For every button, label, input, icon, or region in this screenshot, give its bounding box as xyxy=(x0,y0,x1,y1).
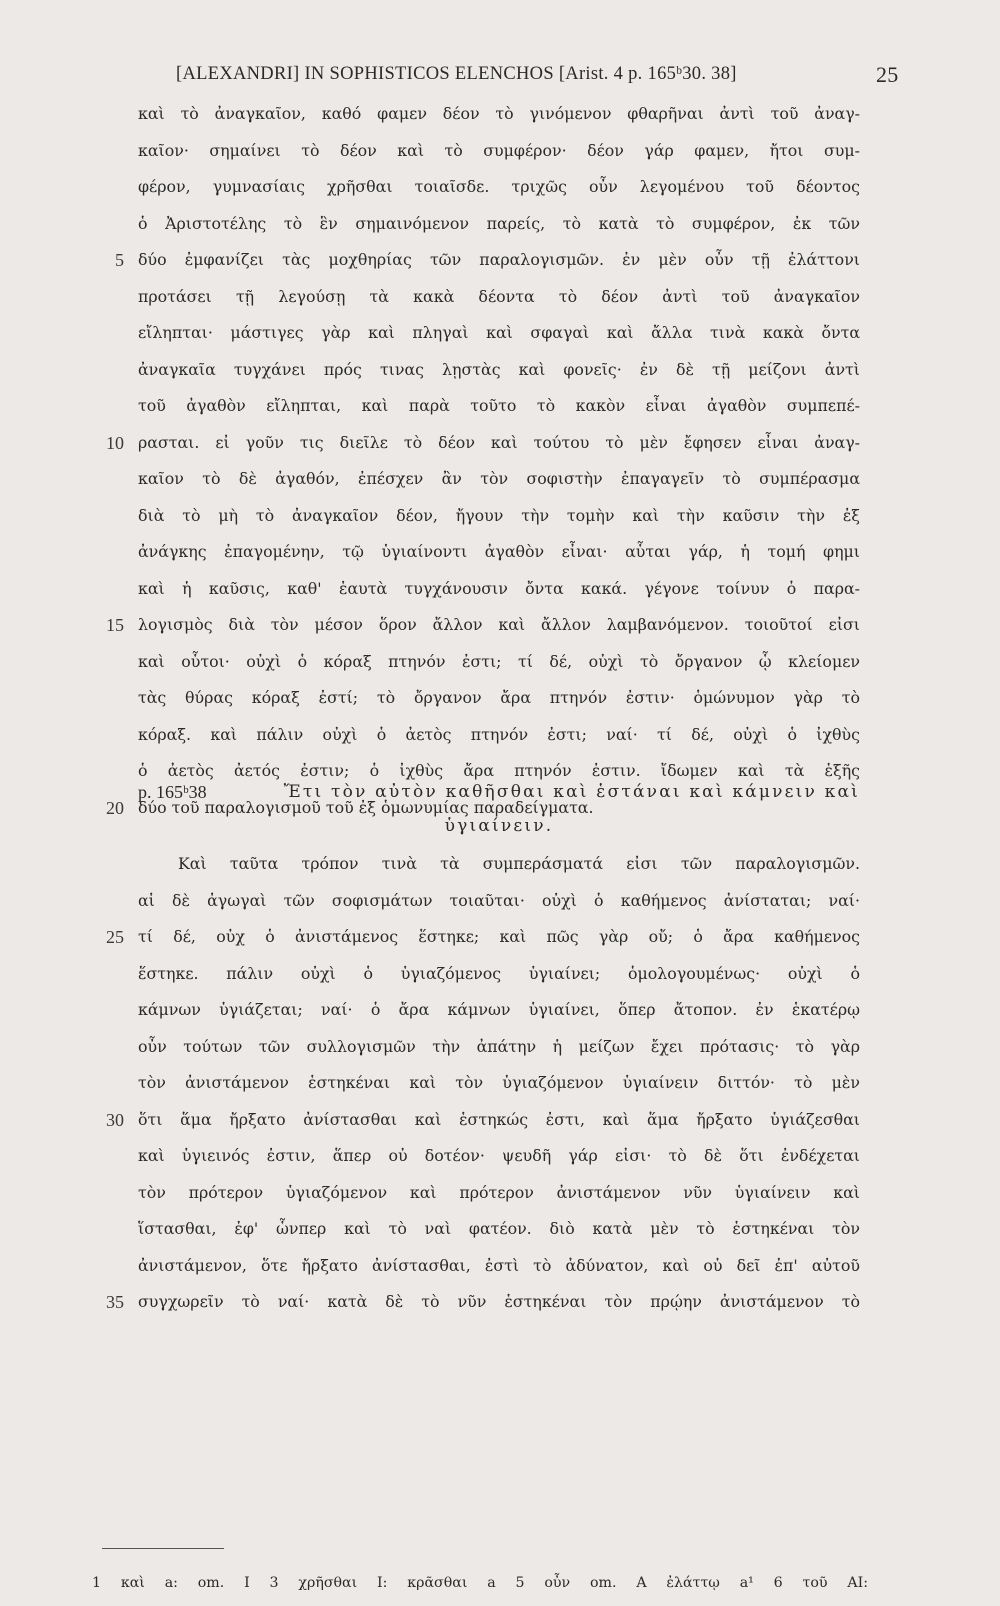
line-text: Καὶ ταῦτα τρόπον τινὰ τὰ συμπεράσματά εἰσι τῶν παραλογισμῶν. xyxy=(178,854,860,873)
text-line xyxy=(0,498,1000,535)
text-line xyxy=(0,1321,1000,1358)
line-text: ἀνιστάμενον, ὅτε ἤρξατο ἀνίστασθαι, ἐστὶ τὸ ἀδύνατον, καὶ οὐ δεῖ ἐπ' αὐτοῦ xyxy=(138,1255,860,1275)
text-line xyxy=(0,1065,1000,1102)
line-text: κόραξ. καὶ πάλιν οὐχὶ ὁ ἀετὸς πτηνόν ἐστι; ναί· τί δέ, οὐχὶ ὁ ἰχθὺς xyxy=(138,724,860,744)
line-text: τὸν πρότερον ὑγιαζόμενον καὶ πρότερον ἀνιστάμενον νῦν ὑγιαίνειν καὶ xyxy=(138,1182,860,1202)
text-line xyxy=(0,169,1000,206)
text-line xyxy=(0,96,1000,133)
line-text: ἵστασθαι, ἐφ' ὧνπερ καὶ τὸ ναὶ φατέον. διὸ κατὰ μὲν τὸ ἑστηκέναι τὸν xyxy=(138,1219,860,1238)
running-header xyxy=(0,62,1000,92)
text-line xyxy=(0,1102,1000,1139)
text-line xyxy=(0,1211,1000,1248)
line-text: καὶ τὸ ἀναγκαῖον, καθό φαμεν δέον τὸ γινόμενον φθαρῆναι ἀντὶ τοῦ ἀναγ- xyxy=(138,104,860,123)
text-line xyxy=(0,1248,1000,1285)
line-text: εἴληπται· μάστιγες γὰρ καὶ πληγαὶ καὶ σφαγαὶ καὶ ἄλλα τινὰ κακὰ ὄντα xyxy=(138,323,860,342)
line-text: ρασται. εἰ γοῦν τις διεῖλε τὸ δέον καὶ τούτου τὸ μὲν ἔφησεν εἶναι ἀναγ- xyxy=(138,432,860,452)
line-text: ὁ ἀετὸς ἀετός ἐστιν; ὁ ἰχθὺς ἄρα πτηνόν ἐστιν. ἴδωμεν καὶ τὰ ἑξῆς xyxy=(138,761,860,780)
line-number: 5 xyxy=(115,250,124,270)
text-line xyxy=(0,571,1000,608)
line-text: δύο τοῦ παραλογισμοῦ τοῦ ἐξ ὁμωνυμίας παραδείγματα. xyxy=(138,797,594,817)
text-line xyxy=(0,919,1000,956)
line-text: καὶ ἡ καῦσις, καθ' ἑαυτὰ τυγχάνουσιν ὄντα κακά. γέγονε τοίνυν ὁ παρα- xyxy=(138,578,860,598)
text-line xyxy=(0,388,1000,425)
line-text: φέρον, γυμνασίαις χρῆσθαι τοιαῖσδε. τριχῶς οὖν λεγομένου τοῦ δέοντος xyxy=(138,177,860,196)
line-text: λογισμὸς διὰ τὸν μέσον ὅρον ἄλλον καὶ ἄλλον λαμβανόμενον. τοιοῦτοί εἰσι xyxy=(138,615,860,634)
text-line xyxy=(0,883,1000,920)
line-number: 30 xyxy=(106,1109,124,1130)
text-line xyxy=(0,352,1000,389)
text-line xyxy=(0,133,1000,170)
lemma-line-1: Ἔτι τὸν αὐτὸν καθῆσθαι καὶ ἑστάναι καὶ κάμνειν καὶ xyxy=(283,782,860,802)
line-text: διὰ τὸ μὴ τὸ ἀναγκαῖον δέον, ἤγουν τὴν τομὴν καὶ τὴν καῦσιν τὴν ἐξ xyxy=(138,505,860,525)
text-line xyxy=(0,1138,1000,1175)
text-line xyxy=(0,992,1000,1029)
line-text: κάμνων ὑγιάζεται; ναί· ὁ ἄρα κάμνων ὑγιαίνει, ὅπερ ἄτοπον. ἐν ἑκατέρῳ xyxy=(138,1000,860,1019)
line-text: τοῦ ἀγαθὸν εἴληπται, καὶ παρὰ τοῦτο τὸ κακὸν εἶναι ἀγαθὸν συμπεπέ- xyxy=(138,396,860,415)
line-number: 20 xyxy=(106,797,124,818)
line-text: ὁ Ἀριστοτέλης τὸ ἓν σημαινόμενον παρείς, τὸ κατὰ τὸ συμφέρον, ἐκ τῶν xyxy=(138,213,860,233)
text-line xyxy=(0,242,1000,279)
lemma-line-2: ὑγιαίνειν. xyxy=(444,816,554,836)
line-text: καὶ ὑγιεινός ἐστιν, ἅπερ οὐ δοτέον· ψευδῆ γάρ εἰσι· τὸ δὲ ὅτι ἐνδέχεται xyxy=(138,1146,860,1165)
text-line xyxy=(0,644,1000,681)
lemma-heading xyxy=(0,774,1000,854)
text-line xyxy=(0,956,1000,993)
line-number: 25 xyxy=(106,927,124,947)
text-line xyxy=(0,607,1000,644)
text-line xyxy=(0,1284,1000,1321)
lemma-reference: p. 165ᵇ38 xyxy=(138,782,207,802)
text-line xyxy=(0,1357,1000,1394)
line-text: τὰς θύρας κόραξ ἐστί; τὸ ὄργανον ἄρα πτηνόν ἐστιν· ὁμώνυμον γὰρ τὸ xyxy=(138,688,860,707)
line-text: ὅτι ἅμα ἤρξατο ἀνίστασθαι καὶ ἑστηκώς ἐστι, καὶ ἅμα ἤρξατο ὑγιάζεσθαι xyxy=(138,1109,860,1129)
line-text: τὸν ἀνιστάμενον ἑστηκέναι καὶ τὸν ὑγιαζόμενον ὑγιαίνειν διττόν· τὸ μὲν xyxy=(138,1073,860,1092)
line-text: καῖον· σημαίνει τὸ δέον καὶ τὸ συμφέρον· δέον γάρ φαμεν, ἤτοι συμ- xyxy=(138,140,860,160)
text-line xyxy=(0,279,1000,316)
text-line xyxy=(0,534,1000,571)
line-text: ἀναγκαῖα τυγχάνει πρός τινας λῃστὰς καὶ φονεῖς· ἐν δὲ τῇ μείζονι ἀντὶ xyxy=(138,359,860,379)
line-text: προτάσει τῇ λεγούσῃ τὰ κακὰ δέοντα τὸ δέον ἀντὶ τοῦ ἀναγκαῖον xyxy=(138,286,860,306)
footnote-divider xyxy=(102,1548,224,1549)
running-title: [ALEXANDRI] IN SOPHISTICOS ELENCHOS [Arist. 4 p. 165ᵇ30. 38] xyxy=(176,64,737,84)
line-number: 10 xyxy=(106,432,124,453)
apparatus-line xyxy=(0,1570,1000,1597)
text-line xyxy=(0,846,1000,883)
text-line xyxy=(0,1029,1000,1066)
page-number: 25 xyxy=(876,62,899,87)
line-text: καῖον τὸ δὲ ἀγαθόν, ἐπέσχεν ἂν τὸν σοφιστὴν ἐπαγαγεῖν τὸ συμπέρασμα xyxy=(138,469,860,488)
text-line xyxy=(0,1175,1000,1212)
critical-apparatus xyxy=(0,1570,1000,1597)
line-text: ἀνάγκης ἐπαγομένην, τῷ ὑγιαίνοντι ἀγαθὸν εἶναι· αὗται γάρ, ἡ τομή φημι xyxy=(138,542,860,561)
text-line xyxy=(0,717,1000,754)
line-number: 35 xyxy=(106,1292,124,1312)
line-text: καὶ οὗτοι· οὐχὶ ὁ κόραξ πτηνόν ἐστι; τί δέ, οὐχὶ τὸ ὄργανον ᾧ κλείομεν xyxy=(138,651,860,671)
text-line xyxy=(0,461,1000,498)
apparatus-text: 1 καὶ a: om. I 3 χρῆσθαι I: κρᾶσθαι a 5 οὖν om. A ἐλάττῳ a¹ 6 τοῦ AI: xyxy=(92,1575,868,1591)
line-text: δύο ἐμφανίζει τὰς μοχθηρίας τῶν παραλογισμῶν. ἐν μὲν οὖν τῇ ἐλάττονι xyxy=(138,250,860,269)
line-text: τί δέ, οὐχ ὁ ἀνιστάμενος ἕστηκε; καὶ πῶς γὰρ οὔ; ὁ ἄρα καθήμενος xyxy=(138,927,860,946)
main-text-block xyxy=(0,96,1000,826)
commentary-text-block xyxy=(0,846,1000,1394)
text-line xyxy=(0,680,1000,717)
line-text: αἱ δὲ ἀγωγαὶ τῶν σοφισμάτων τοιαῦται· οὐχὶ ὁ καθήμενος ἀνίσταται; ναί· xyxy=(138,890,860,910)
text-line xyxy=(0,425,1000,462)
line-number: 15 xyxy=(106,615,124,635)
line-text: οὖν τούτων τῶν συλλογισμῶν τὴν ἀπάτην ἡ μείζων ἔχει πρότασις· τὸ γὰρ xyxy=(138,1036,860,1056)
text-line xyxy=(0,206,1000,243)
line-text: ἕστηκε. πάλιν οὐχὶ ὁ ὑγιαζόμενος ὑγιαίνει; ὁμολογουμένως· οὐχὶ ὁ xyxy=(138,963,860,983)
text-line xyxy=(0,315,1000,352)
line-text: συγχωρεῖν τὸ ναί· κατὰ δὲ τὸ νῦν ἑστηκέναι τὸν πρῴην ἀνιστάμενον τὸ xyxy=(138,1292,860,1311)
